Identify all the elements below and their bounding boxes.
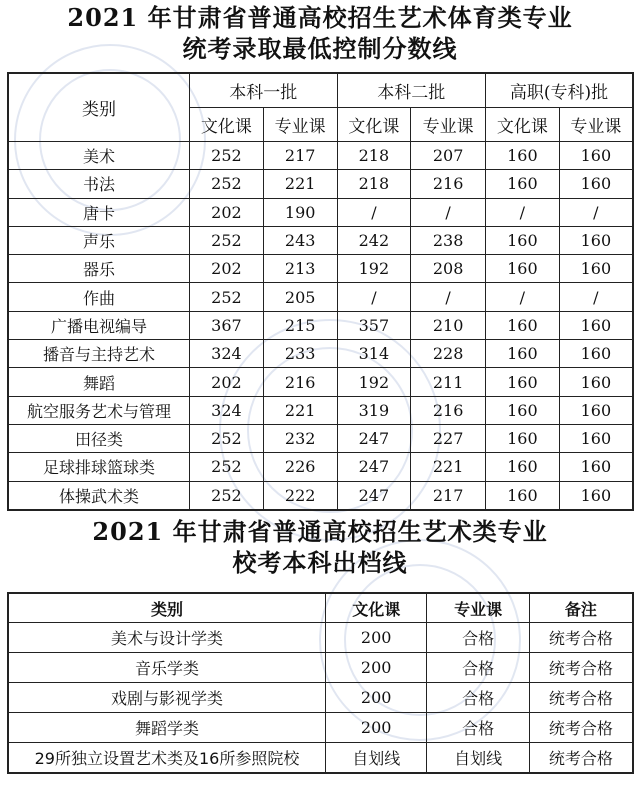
score-cell: 215 bbox=[263, 311, 337, 339]
second-title bbox=[0, 516, 640, 578]
main-title bbox=[0, 2, 640, 64]
row-category: 广播电视编导 bbox=[8, 311, 190, 339]
score-cell: 218 bbox=[337, 142, 411, 170]
score-cell: 160 bbox=[559, 311, 633, 339]
table2-header-row bbox=[8, 593, 633, 623]
t2-header-category: 类别 bbox=[8, 593, 325, 623]
table-row bbox=[8, 198, 633, 226]
score-cell: 232 bbox=[263, 424, 337, 452]
table-row bbox=[8, 481, 633, 510]
score-cell: 192 bbox=[337, 255, 411, 283]
score-cell: 324 bbox=[190, 340, 264, 368]
score-cell: 252 bbox=[190, 424, 264, 452]
score-cell: 247 bbox=[337, 453, 411, 481]
score-cell: / bbox=[337, 283, 411, 311]
score-cell: 202 bbox=[190, 198, 264, 226]
header-group-gz: 高职(专科)批 bbox=[485, 73, 633, 108]
table-row bbox=[8, 283, 633, 311]
subheader-culture: 文化课 bbox=[337, 108, 411, 142]
score-cell: 160 bbox=[485, 481, 559, 510]
score-cell: 218 bbox=[337, 170, 411, 198]
score-cell: 160 bbox=[485, 311, 559, 339]
score-cell: 238 bbox=[411, 226, 486, 254]
t2-culture-cell: 200 bbox=[325, 623, 426, 653]
score-cell: 160 bbox=[485, 170, 559, 198]
title1-line1: 2021 年甘肃省普通高校招生艺术体育类专业 bbox=[67, 3, 573, 32]
subheader-major: 专业课 bbox=[411, 108, 486, 142]
score-cell: 216 bbox=[263, 368, 337, 396]
row-category: 足球排球篮球类 bbox=[8, 453, 190, 481]
score-cell: 319 bbox=[337, 396, 411, 424]
t2-row-category: 戏剧与影视学类 bbox=[8, 683, 325, 713]
t2-header-major: 专业课 bbox=[427, 593, 529, 623]
table-row bbox=[8, 424, 633, 452]
score-cell: 252 bbox=[190, 170, 264, 198]
score-cell: 160 bbox=[559, 340, 633, 368]
row-category: 声乐 bbox=[8, 226, 190, 254]
score-cell: 160 bbox=[485, 226, 559, 254]
row-category: 美术 bbox=[8, 142, 190, 170]
table-row bbox=[8, 653, 633, 683]
table-row bbox=[8, 170, 633, 198]
score-cell: 217 bbox=[263, 142, 337, 170]
score-cell: 252 bbox=[190, 453, 264, 481]
subheader-major: 专业课 bbox=[559, 108, 633, 142]
table-row bbox=[8, 453, 633, 481]
score-cell: 207 bbox=[411, 142, 486, 170]
score-cell: 160 bbox=[485, 424, 559, 452]
score-cell: / bbox=[411, 283, 486, 311]
t2-row-category: 29所独立设置艺术类及16所参照院校 bbox=[8, 743, 325, 774]
t2-note-cell: 统考合格 bbox=[529, 623, 633, 653]
table-row bbox=[8, 396, 633, 424]
score-cell: 192 bbox=[337, 368, 411, 396]
t2-culture-cell: 自划线 bbox=[325, 743, 426, 774]
title2-line2: 校考本科出档线 bbox=[232, 548, 408, 577]
subheader-major: 专业课 bbox=[263, 108, 337, 142]
t2-culture-cell: 200 bbox=[325, 653, 426, 683]
score-cell: 160 bbox=[485, 396, 559, 424]
table-row bbox=[8, 311, 633, 339]
score-cell: 324 bbox=[190, 396, 264, 424]
score-cell: 160 bbox=[559, 170, 633, 198]
score-cell: 213 bbox=[263, 255, 337, 283]
title1-line2: 统考录取最低控制分数线 bbox=[182, 34, 458, 63]
score-cell: 216 bbox=[411, 170, 486, 198]
t2-culture-cell: 200 bbox=[325, 683, 426, 713]
table1-header-row bbox=[8, 73, 633, 108]
score-cell: 160 bbox=[559, 396, 633, 424]
header-category: 类别 bbox=[8, 73, 190, 142]
score-cell: 160 bbox=[559, 255, 633, 283]
t2-note-cell: 统考合格 bbox=[529, 743, 633, 774]
title2-line1: 2021 年甘肃省普通高校招生艺术类专业 bbox=[92, 517, 548, 546]
score-cell: 252 bbox=[190, 142, 264, 170]
score-cell: 216 bbox=[411, 396, 486, 424]
row-category: 器乐 bbox=[8, 255, 190, 283]
score-cell: 252 bbox=[190, 283, 264, 311]
score-cell: 208 bbox=[411, 255, 486, 283]
score-cell: 222 bbox=[263, 481, 337, 510]
score-cell: / bbox=[337, 198, 411, 226]
row-category: 体操武术类 bbox=[8, 481, 190, 510]
score-cell: 314 bbox=[337, 340, 411, 368]
school-exam-cutoff-table bbox=[7, 592, 634, 774]
header-group-bk1: 本科一批 bbox=[190, 73, 337, 108]
row-category: 航空服务艺术与管理 bbox=[8, 396, 190, 424]
row-category: 唐卡 bbox=[8, 198, 190, 226]
table-row bbox=[8, 713, 633, 743]
t2-note-cell: 统考合格 bbox=[529, 713, 633, 743]
score-cell: / bbox=[485, 198, 559, 226]
score-cell: 226 bbox=[263, 453, 337, 481]
table-row bbox=[8, 142, 633, 170]
table-row bbox=[8, 623, 633, 653]
score-cell: 210 bbox=[411, 311, 486, 339]
score-cell: 160 bbox=[485, 368, 559, 396]
score-cell: 211 bbox=[411, 368, 486, 396]
score-cell: 160 bbox=[485, 255, 559, 283]
score-cell: 242 bbox=[337, 226, 411, 254]
t2-row-category: 舞蹈学类 bbox=[8, 713, 325, 743]
score-cell: 217 bbox=[411, 481, 486, 510]
subheader-culture: 文化课 bbox=[485, 108, 559, 142]
score-cell: 160 bbox=[485, 142, 559, 170]
score-cell: 160 bbox=[485, 453, 559, 481]
table-row bbox=[8, 368, 633, 396]
t2-major-cell: 合格 bbox=[427, 713, 529, 743]
table-row bbox=[8, 226, 633, 254]
score-cell: / bbox=[411, 198, 486, 226]
t2-note-cell: 统考合格 bbox=[529, 683, 633, 713]
score-cell: 221 bbox=[263, 396, 337, 424]
score-cell: 228 bbox=[411, 340, 486, 368]
t2-major-cell: 合格 bbox=[427, 623, 529, 653]
score-cell: 202 bbox=[190, 368, 264, 396]
score-cell: 160 bbox=[485, 340, 559, 368]
t2-row-category: 音乐学类 bbox=[8, 653, 325, 683]
score-cell: 190 bbox=[263, 198, 337, 226]
score-cell: 247 bbox=[337, 481, 411, 510]
score-cell: 160 bbox=[559, 481, 633, 510]
row-category: 作曲 bbox=[8, 283, 190, 311]
header-group-bk2: 本科二批 bbox=[337, 73, 485, 108]
table-row bbox=[8, 340, 633, 368]
score-cell: 160 bbox=[559, 142, 633, 170]
t2-major-cell: 合格 bbox=[427, 683, 529, 713]
score-cell: 252 bbox=[190, 481, 264, 510]
row-category: 舞蹈 bbox=[8, 368, 190, 396]
score-cell: 202 bbox=[190, 255, 264, 283]
row-category: 播音与主持艺术 bbox=[8, 340, 190, 368]
score-cell: 160 bbox=[559, 226, 633, 254]
t2-major-cell: 自划线 bbox=[427, 743, 529, 774]
t2-note-cell: 统考合格 bbox=[529, 653, 633, 683]
score-cell: 252 bbox=[190, 226, 264, 254]
subheader-culture: 文化课 bbox=[190, 108, 264, 142]
score-cell: 221 bbox=[263, 170, 337, 198]
score-cell: 160 bbox=[559, 424, 633, 452]
table-row bbox=[8, 683, 633, 713]
t2-header-note: 备注 bbox=[529, 593, 633, 623]
score-cell: 205 bbox=[263, 283, 337, 311]
t2-major-cell: 合格 bbox=[427, 653, 529, 683]
t2-row-category: 美术与设计学类 bbox=[8, 623, 325, 653]
score-cell: 160 bbox=[559, 453, 633, 481]
score-cell: 227 bbox=[411, 424, 486, 452]
score-cell: / bbox=[559, 198, 633, 226]
score-cell: 243 bbox=[263, 226, 337, 254]
score-cell: 160 bbox=[559, 368, 633, 396]
score-cell: / bbox=[559, 283, 633, 311]
table-row bbox=[8, 255, 633, 283]
unified-exam-score-table bbox=[7, 72, 634, 511]
score-cell: 247 bbox=[337, 424, 411, 452]
score-cell: 357 bbox=[337, 311, 411, 339]
table-row bbox=[8, 743, 633, 774]
score-cell: 233 bbox=[263, 340, 337, 368]
t2-culture-cell: 200 bbox=[325, 713, 426, 743]
score-cell: / bbox=[485, 283, 559, 311]
t2-header-culture: 文化课 bbox=[325, 593, 426, 623]
score-cell: 367 bbox=[190, 311, 264, 339]
row-category: 田径类 bbox=[8, 424, 190, 452]
score-cell: 221 bbox=[411, 453, 486, 481]
row-category: 书法 bbox=[8, 170, 190, 198]
